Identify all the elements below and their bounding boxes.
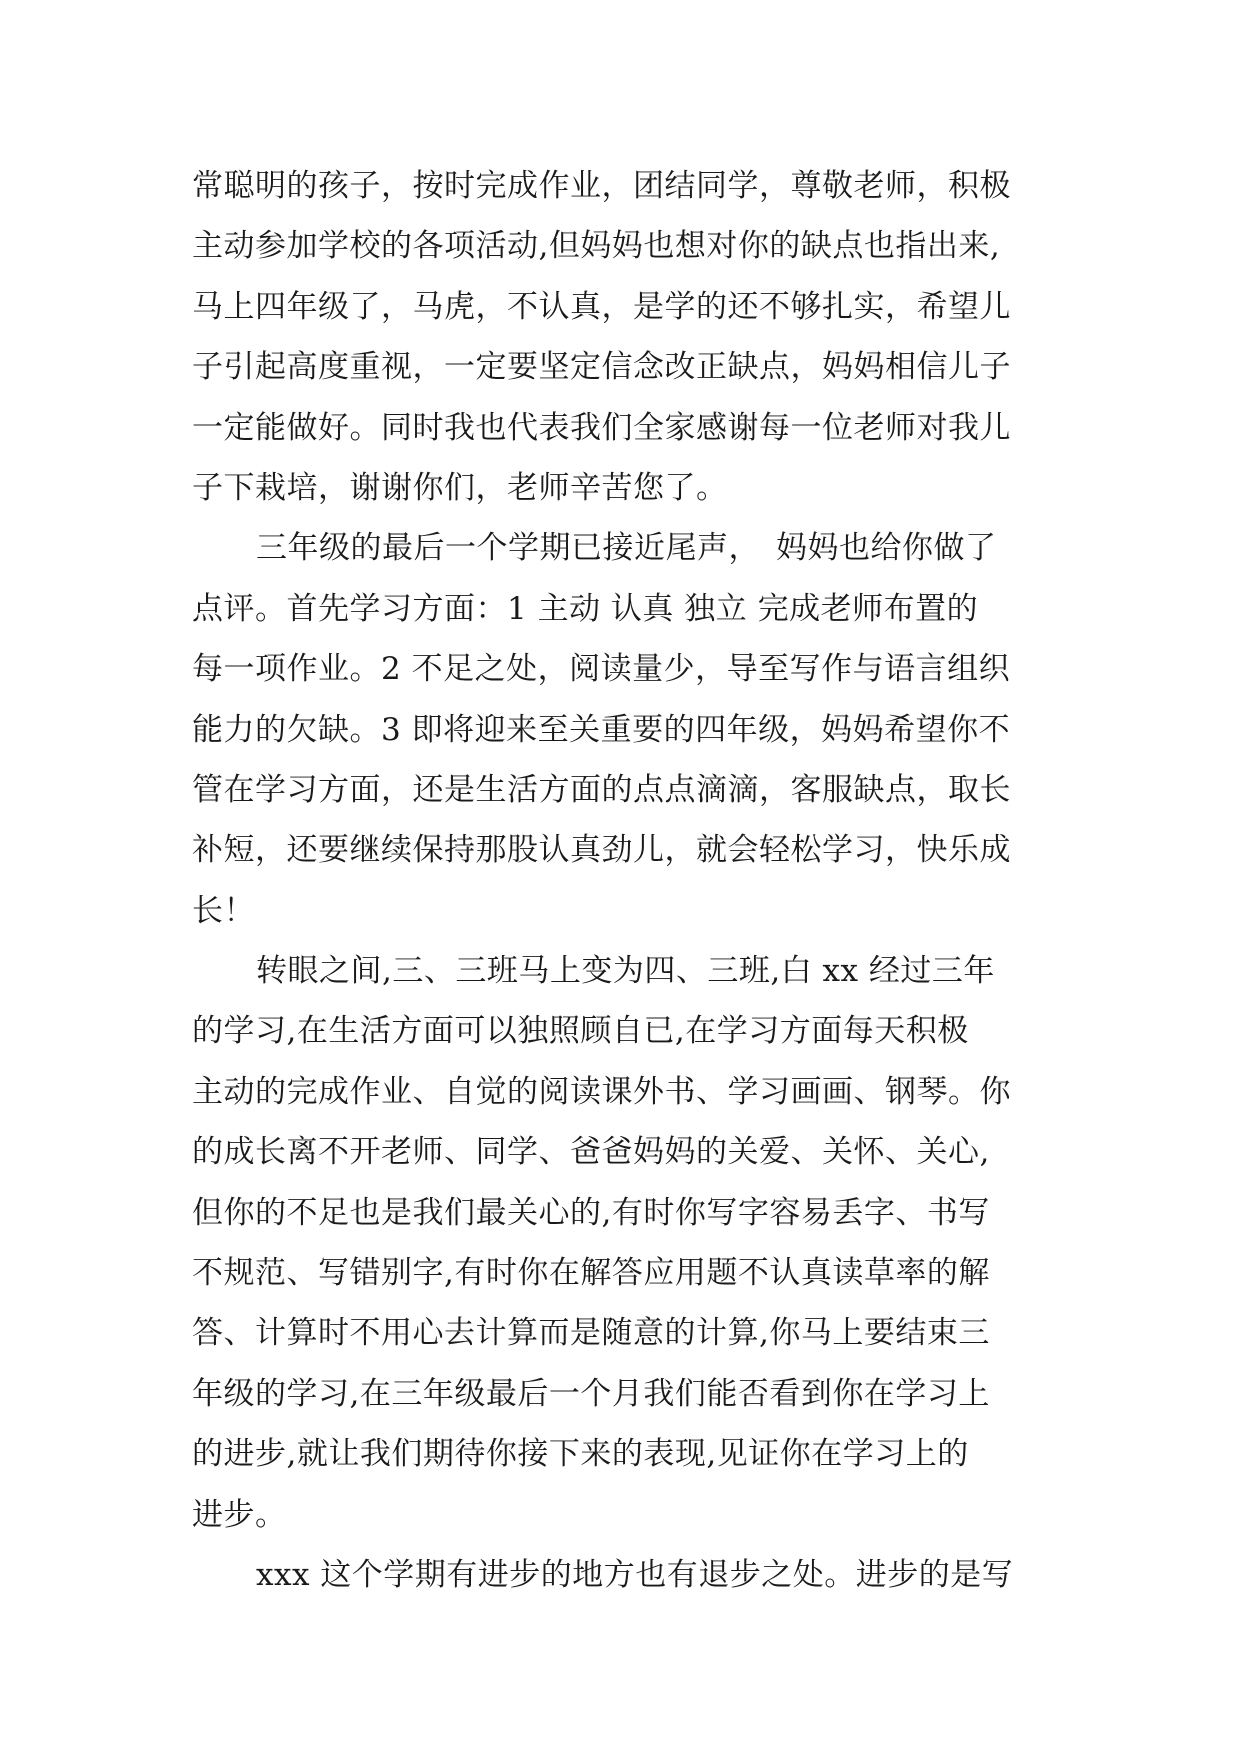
- text-line: 能力的欠缺。3 即将迎来至关重要的四年级，妈妈希望你不: [192, 711, 1011, 748]
- text-line: 一定能做好。同时我也代表我们全家感谢每一位老师对我儿: [192, 409, 1011, 446]
- text-line: 马上四年级了，马虎，不认真，是学的还不够扎实，希望儿: [192, 288, 1011, 325]
- text-line: 进步。: [192, 1496, 287, 1533]
- paragraph-first-line: 转眼之间,三、三班马上变为四、三班,白 xx 经过三年: [256, 953, 995, 990]
- text-line: 长！: [192, 892, 255, 929]
- paragraph-first-line: 三年级的最后一个学期已接近尾声， 妈妈也给你做了: [256, 530, 997, 567]
- text-line: 常聪明的孩子，按时完成作业，团结同学，尊敬老师，积极: [192, 168, 1011, 204]
- text-line: 主动参加学校的各项活动,但妈妈也想对你的缺点也指出来,: [192, 228, 1001, 265]
- text-line: 管在学习方面，还是生活方面的点点滴滴，客服缺点，取长: [192, 771, 1011, 808]
- text-line: 年级的学习,在三年级最后一个月我们能否看到你在学习上: [192, 1375, 990, 1412]
- text-line: 的成长离不开老师、同学、爸爸妈妈的关爱、关怀、关心,: [192, 1134, 990, 1171]
- text-line: 每一项作业。2 不足之处，阅读量少，导至写作与语言组织: [192, 651, 1011, 688]
- text-line: 补短，还要继续保持那股认真劲儿，就会轻松学习，快乐成: [192, 832, 1011, 869]
- text-line: 子下栽培，谢谢你们，老师辛苦您了。: [192, 469, 728, 506]
- text-line: 但你的不足也是我们最关心的,有时你写字容易丢字、书写: [192, 1194, 990, 1231]
- text-line: 的进步,就让我们期待你接下来的表现,见证你在学习上的: [192, 1436, 969, 1473]
- document-body: [192, 156, 1072, 1605]
- text-line: 的学习,在生活方面可以独照顾自已,在学习方面每天积极: [192, 1013, 969, 1050]
- text-line: 答、计算时不用心去计算而是随意的计算,你马上要结束三: [192, 1315, 990, 1352]
- text-line: 点评。首先学习方面：1 主动 认真 独立 完成老师布置的: [192, 590, 979, 627]
- text-line: 子引起高度重视，一定要坚定信念改正缺点，妈妈相信儿子: [192, 349, 1011, 386]
- text-line: 不规范、写错别字,有时你在解答应用题不认真读草率的解: [192, 1255, 990, 1292]
- paragraph-first-line: xxx 这个学期有进步的地方也有退步之处。进步的是写: [256, 1556, 1014, 1593]
- text-line: 主动的完成作业、自觉的阅读课外书、学习画画、钢琴。你: [192, 1073, 1011, 1110]
